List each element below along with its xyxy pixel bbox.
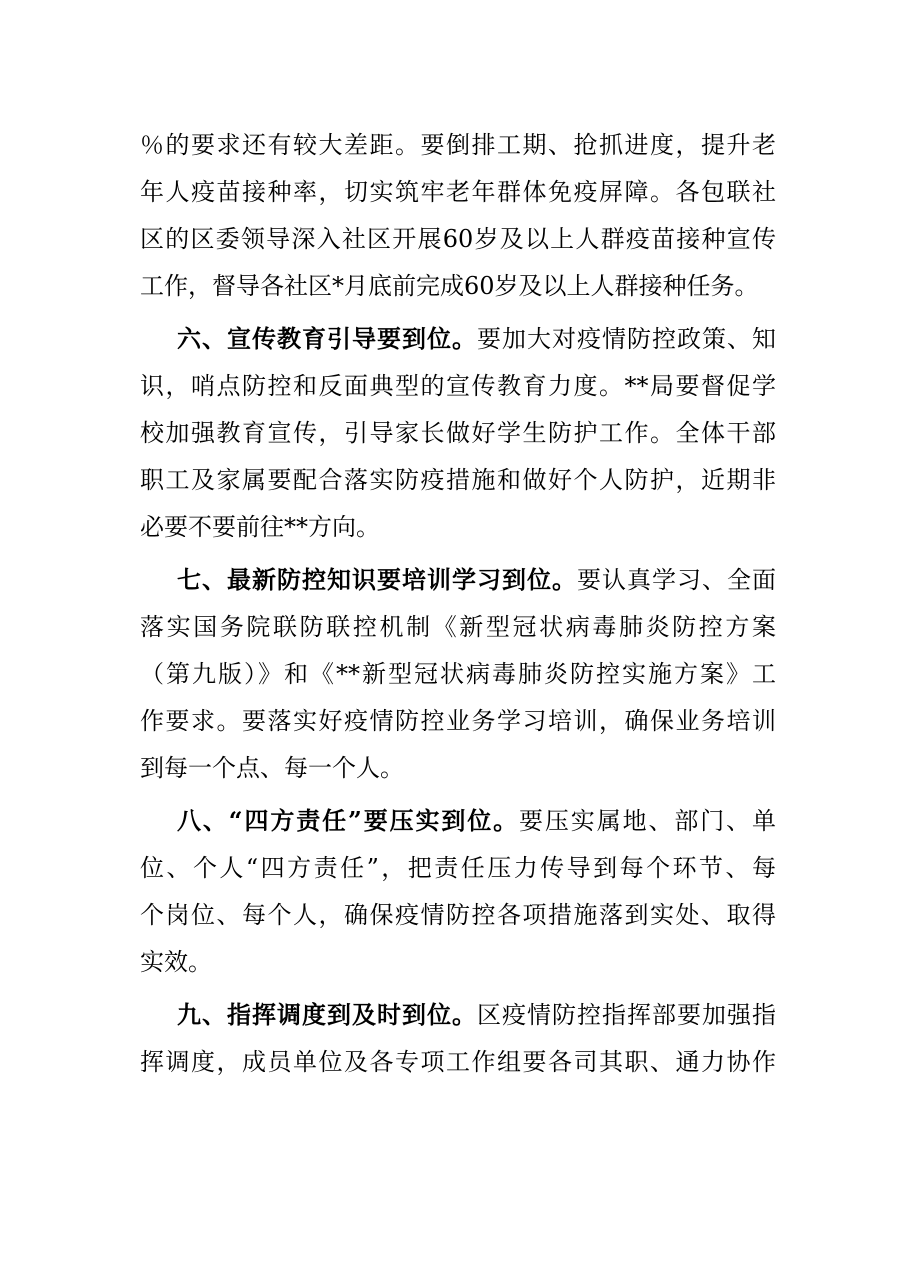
body-line: 到每一个点、每一个人。 — [140, 754, 404, 782]
body-text: 要加大对疫情防控政策、知 — [477, 325, 776, 353]
paragraph-first-line — [177, 798, 776, 844]
body-line: 落实国务院联防联控机制《新型冠状病毒肺炎防控方案 — [140, 613, 776, 641]
body-line: 挥调度，成员单位及各专项工作组要各司其职、通力协作 — [140, 1048, 776, 1076]
body-line: （第九版）》和《**新型冠状病毒肺炎防控实施方案》工 — [140, 660, 776, 688]
body-line: 区的区委领导深入社区开展60岁及以上人群疫苗接种宣传 — [140, 225, 776, 253]
section-heading: 六、宣传教育引导要到位。 — [177, 324, 477, 353]
body-text: 要压实属地、部门、单 — [519, 807, 777, 835]
body-line: 个岗位、每个人，确保疫情防控各项措施落到实处、取得 — [140, 901, 776, 929]
paragraph-first-line — [177, 316, 776, 362]
body-text: 要认真学习、全面 — [577, 566, 776, 594]
body-line: 作要求。要落实好疫情防控业务学习培训，确保业务培训 — [140, 707, 776, 735]
section-heading: 七、最新防控知识要培训学习到位。 — [177, 565, 577, 594]
body-line: 年人疫苗接种率，切实筑牢老年群体免疫屏障。各包联社 — [140, 178, 776, 206]
body-line: ％的要求还有较大差距。要倒排工期、抢抓进度，提升老 — [140, 131, 776, 159]
body-line: 必要不要前往**方向。 — [140, 513, 380, 541]
body-text: 区疫情防控指挥部要加强指 — [477, 1001, 776, 1029]
body-line: 实效。 — [140, 948, 212, 976]
paragraph-first-line — [177, 992, 776, 1038]
section-heading: 九、指挥调度到及时到位。 — [177, 1000, 477, 1029]
section-heading: 八、“四方责任”要压实到位。 — [177, 806, 520, 835]
body-line: 职工及家属要配合落实防疫措施和做好个人防护，近期非 — [140, 466, 776, 494]
paragraph-first-line — [177, 557, 776, 603]
body-line: 校加强教育宣传，引导家长做好学生防护工作。全体干部 — [140, 419, 776, 447]
body-line: 位、个人“四方责任”，把责任压力传导到每个环节、每 — [140, 854, 776, 882]
body-line: 识，哨点防控和反面典型的宣传教育力度。**局要督促学 — [140, 372, 776, 400]
body-line: 工作，督导各社区*月底前完成60岁及以上人群接种任务。 — [140, 272, 759, 300]
